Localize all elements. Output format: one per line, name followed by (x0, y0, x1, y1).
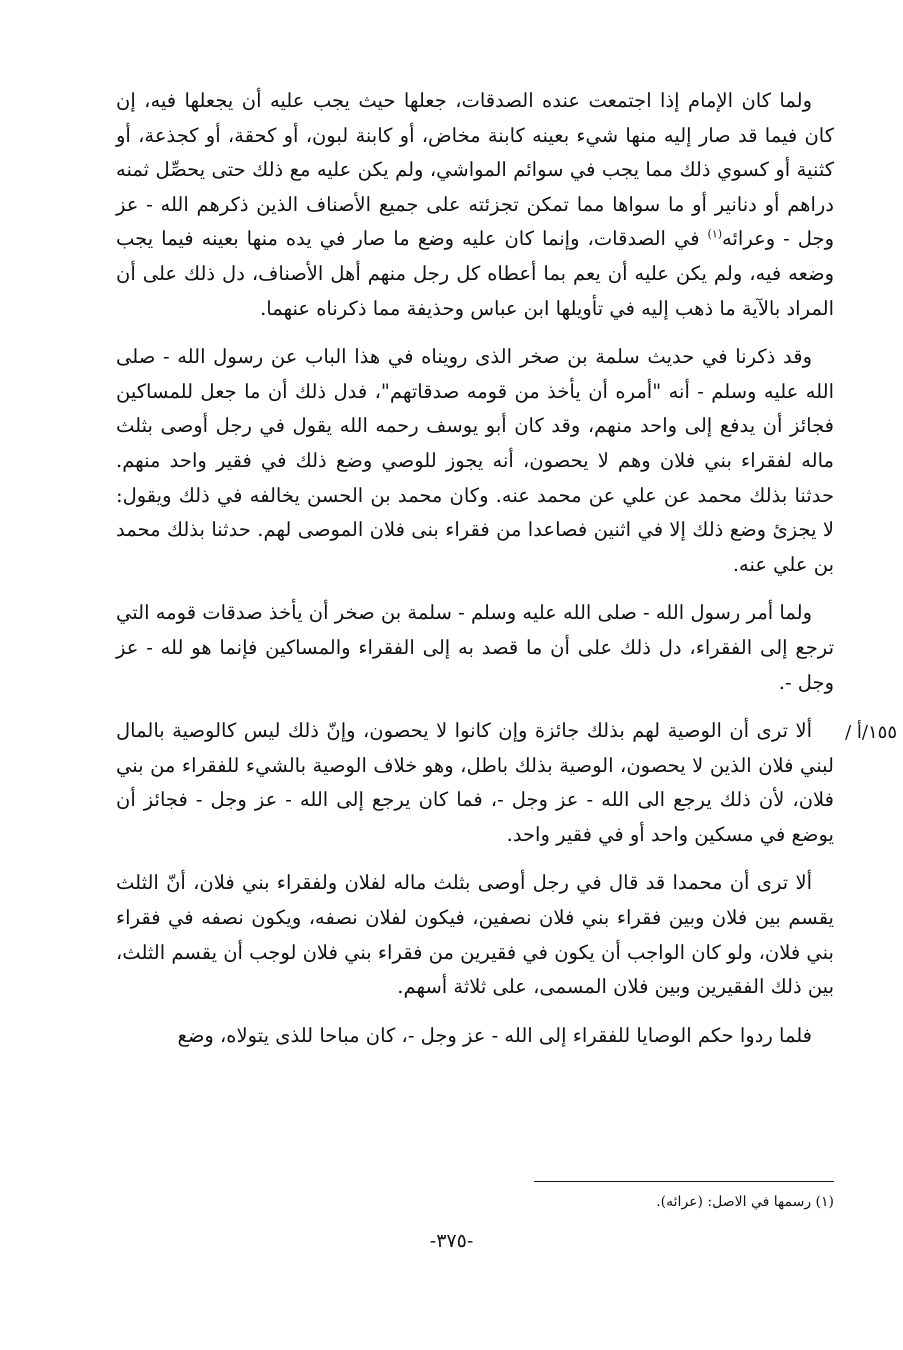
paragraph-3: ولما أمر رسول الله - صلى الله عليه وسلم - سلمة بن صخر أن يأخذ صدقات قومه التي ترجع إلى الفقراء، دل ذلك على أن ما قصد به إلى الفقراء والمساكين فإنما هو لله - عز وجل -. (116, 601, 834, 694)
manuscript-folio-marker: ١٥٥/أ / (845, 722, 897, 743)
paragraph-2: وقد ذكرنا في حديث سلمة بن صخر الذى رويناه في هذا الباب عن رسول الله - صلى الله عليه وسلم - أنه "أمره أن يأخذ من قومه صدقاتهم"، فدل ذلك أن ما جعل للمساكين فجائز أن يدفع إلى واحد منهم، وقد كان أبو يوسف رحمه الله يقول في رجل أوصى بثلث ماله لفقراء بني فلان وهم لا يحصون، أنه يجوز للوصي وضع ذلك في فقير واحد منهم. حدثنا بذلك محمد عن علي عن محمد عنه. وكان محمد بن الحسن يخالفه في ذلك ويقول: لا يجزئ وضع ذلك إلا في اثنين فصاعدا من فقراء بنى فلان الموصى لهم. حدثنا بذلك محمد بن علي عنه. (116, 345, 834, 576)
paragraph-4: ألا ترى أن الوصية لهم بذلك جائزة وإن كانوا لا يحصون، وإنّ ذلك ليس كالوصية بالمال لبني فلان الذين لا يحصون، الوصية بذلك باطل، وهو خلاف الوصية بالشيء للفقراء من بني فلان، لأن ذلك يرجع الى الله - عز وجل -، فما كان يرجع إلى الله - عز وجل - فجائز أن يوضع في مسكين واحد أو في فقير واحد. (116, 719, 834, 846)
footnote-divider (534, 1181, 834, 1182)
paragraph-5: ألا ترى أن محمدا قد قال في رجل أوصى بثلث ماله لفلان ولفقراء بني فلان، أنّ الثلث يقسم بين فلان وبين فقراء بني فلان نصفين، فيكون لفلان نصفه، ويكون نصفه في فقراء بني فلان، ولو كان الواجب أن يكون في فقيرين من فقراء بني فلان لوجب أن يقسم الثلث، بين ذلك الفقيرين وبين فلان المسمى، على ثلاثة أسهم. (116, 871, 834, 999)
main-text (116, 84, 834, 1067)
footnote-marker: (١) (707, 227, 723, 241)
paragraph-6: فلما ردوا حكم الوصايا للفقراء إلى الله - عز وجل -، كان مباحا للذى يتولاه، وضع (177, 1023, 812, 1047)
paragraph-1-text-a: ولما كان الإمام إذا اجتمعت عنده الصدقات، جعلها حيث يجب عليه أن يجعلها فيه، إن كان فيما قد صار إليه منها شيء بعينه كابنة مخاض، أو كابنة لبون، أو كحقة، أو كجذعة، أو كثنية أو كسوي ذلك مما يجب في سوائم المواشي، ولم يكن عليه مع ذلك حتى يحصِّل ثمنه دراهم أو دنانير أو ما سواها مما تمكن تجزئته على جميع الأصناف الذين ذكرهم الله - عز وجل - وعرائه (116, 89, 834, 251)
paragraph-1 (116, 84, 834, 326)
footnote: (١) رسمها في الاصل: (عرائه). (656, 1194, 834, 1210)
paragraph-1-text-b: في الصدقات، وإنما كان عليه وضع ما صار في يده منها بعينه فيما يجب وضعه فيه، ولم يكن عليه أن يعم بما أعطاه كل رجل منهم أهل الأصناف، دل ذلك على أن المراد بالآية ما ذهب إليه في تأويلها ابن عباس وحذيفة مما ذكرناه عنهما. (116, 227, 834, 320)
page-number: -٣٧٥- (429, 1230, 474, 1252)
